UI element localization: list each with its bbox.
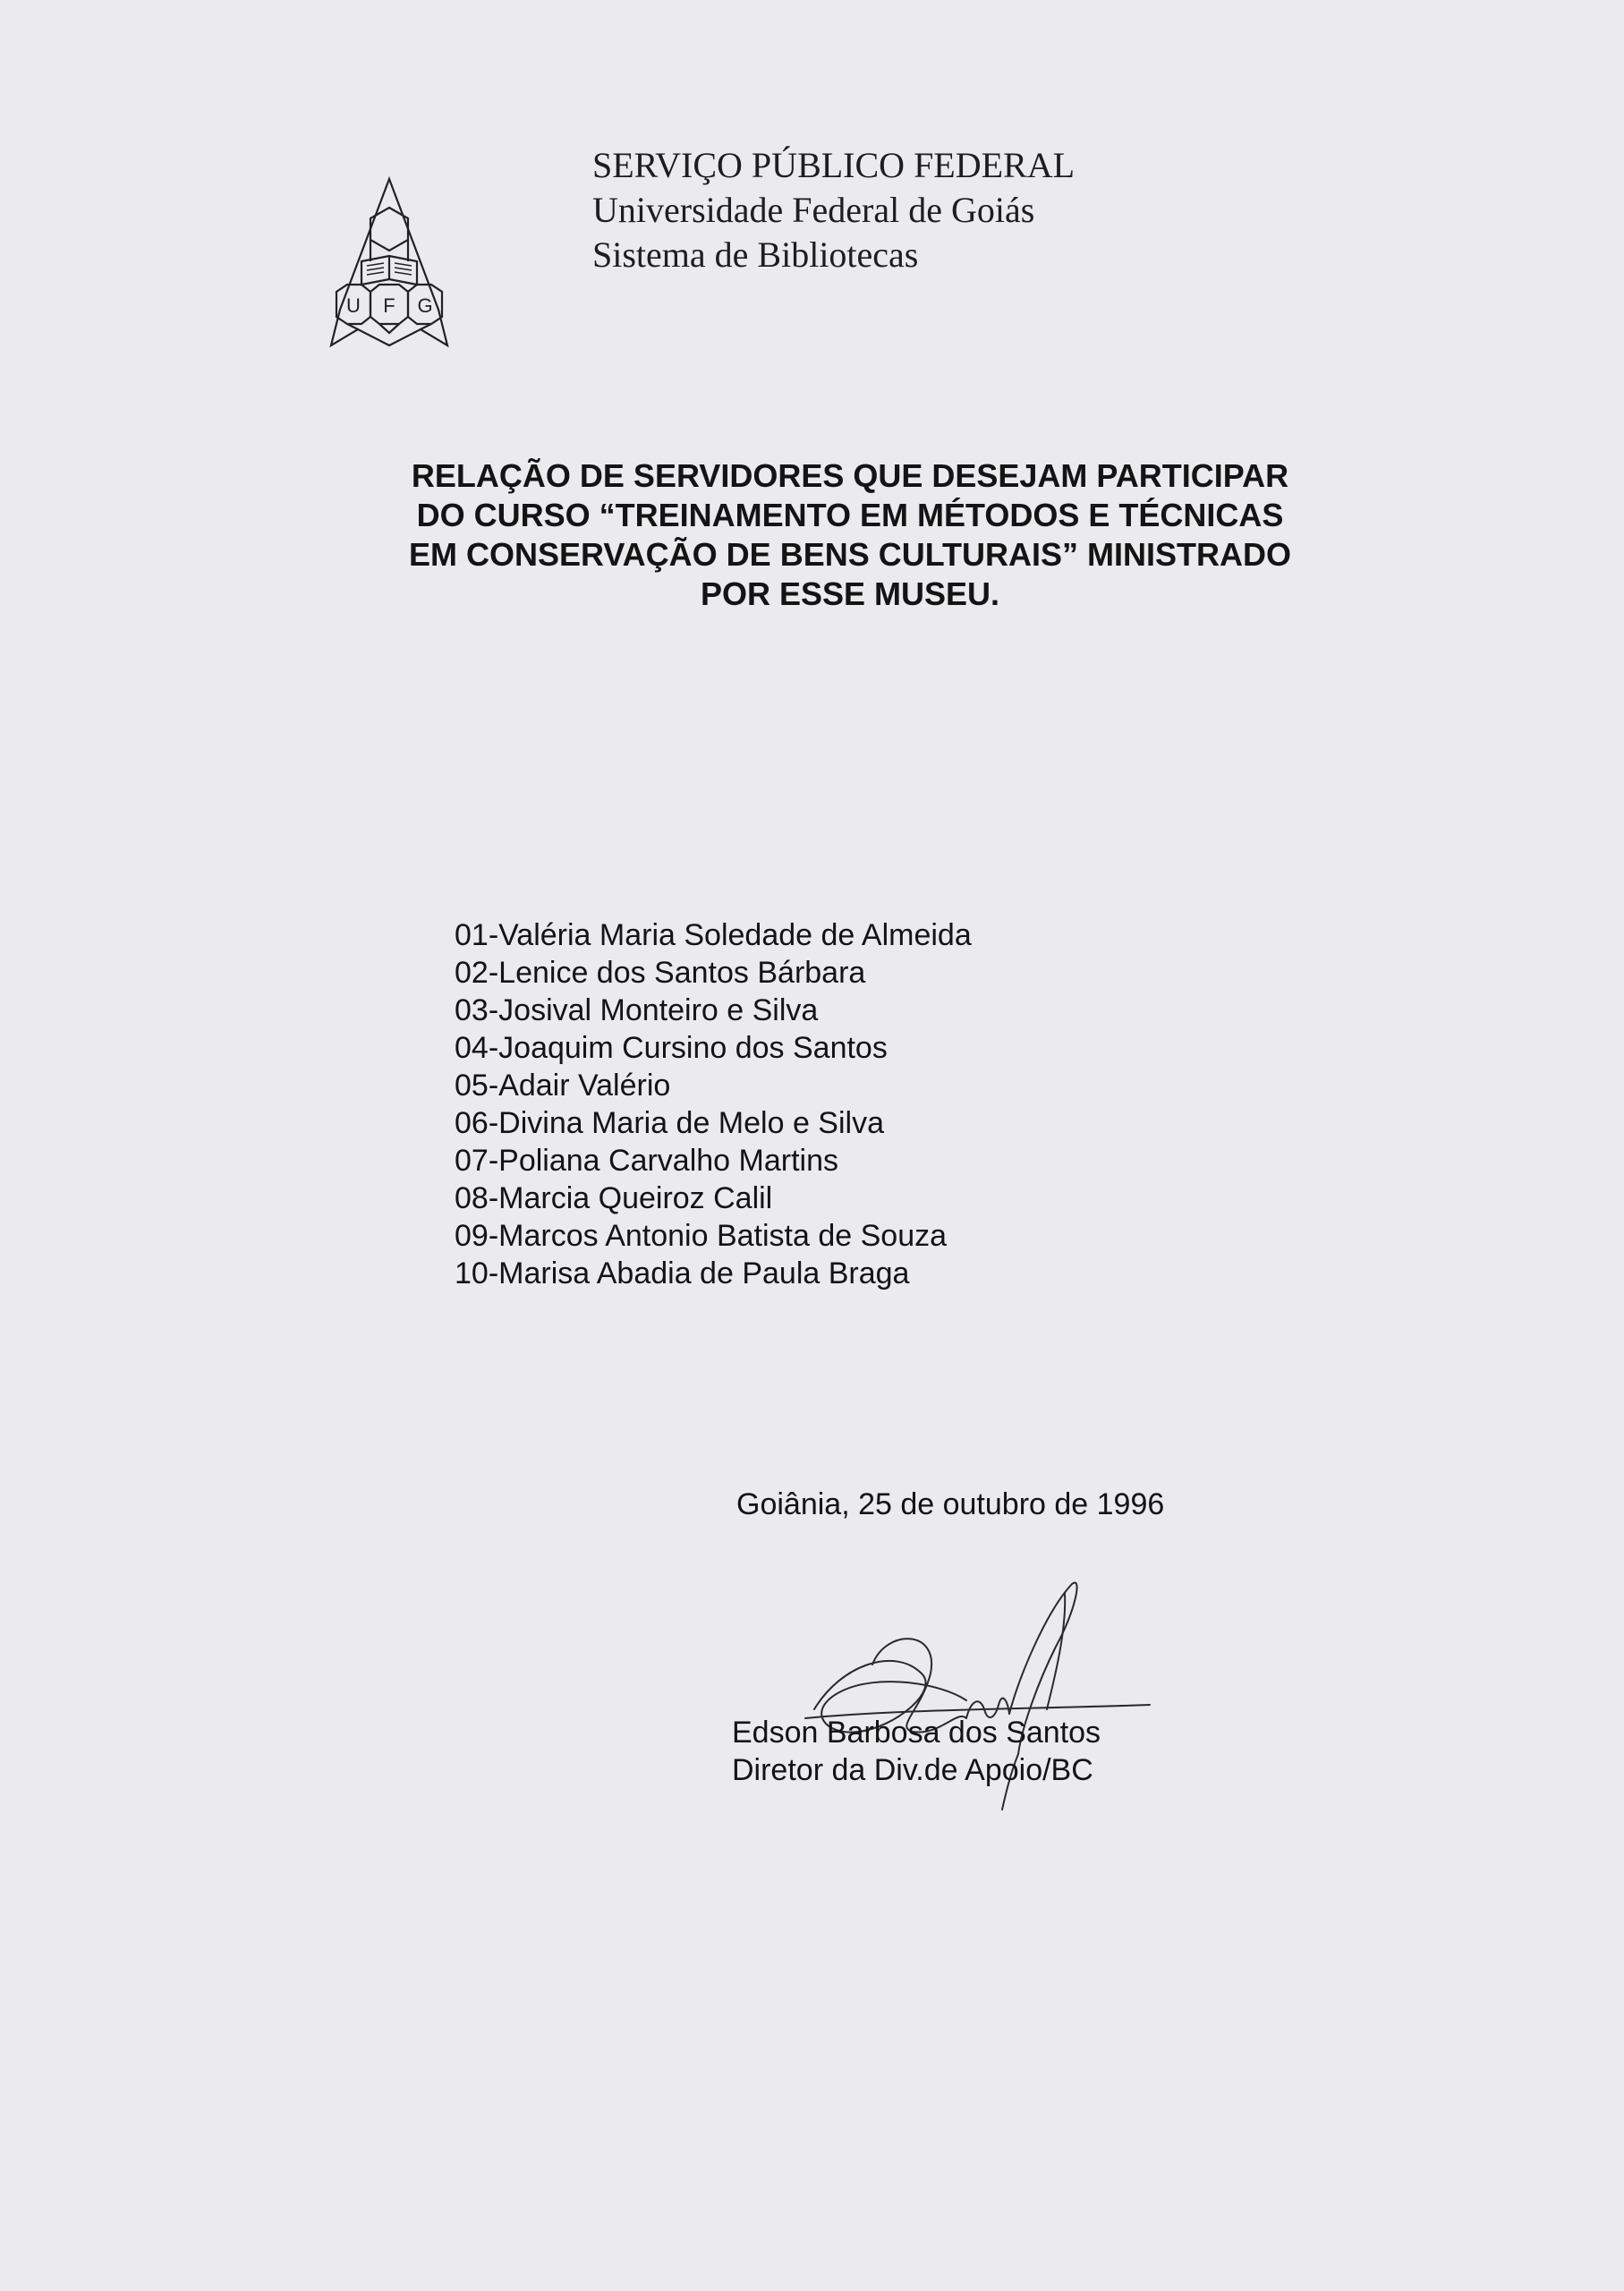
list-item-number: 08 [455, 1181, 489, 1215]
signature-block [732, 1714, 1101, 1789]
list-item-name: Lenice dos Santos Bárbara [498, 956, 866, 990]
server-list [455, 916, 972, 1292]
list-item-number: 06 [455, 1106, 489, 1140]
list-item [455, 1217, 972, 1255]
list-item-name: Marcia Queiroz Calil [498, 1181, 773, 1215]
list-item [455, 1067, 972, 1104]
list-item [455, 954, 972, 992]
title-line: DO CURSO “TREINAMENTO EM MÉTODOS E TÉCNICAS [416, 497, 1284, 533]
list-item [455, 1104, 972, 1142]
list-item-separator: - [488, 1069, 499, 1103]
list-item-separator: - [488, 993, 499, 1027]
list-item-number: 05 [455, 1069, 489, 1103]
list-item [455, 916, 972, 954]
list-item-separator: - [488, 1106, 499, 1140]
list-item [455, 1255, 972, 1292]
list-item-number: 10 [455, 1256, 489, 1290]
list-item-name: Divina Maria de Melo e Silva [498, 1106, 884, 1140]
letterhead [592, 143, 1075, 277]
list-item-name: Poliana Carvalho Martins [498, 1144, 838, 1178]
logo-letter-u: U [346, 294, 361, 317]
list-item-separator: - [488, 918, 499, 952]
list-item-number: 02 [455, 956, 489, 990]
list-item-name: Adair Valério [498, 1069, 671, 1103]
list-item-name: Josival Monteiro e Silva [498, 993, 819, 1027]
letterhead-line-system: Sistema de Bibliotecas [592, 234, 919, 275]
list-item-separator: - [488, 1031, 499, 1065]
list-item [455, 1029, 972, 1067]
list-item-name: Valéria Maria Soledade de Almeida [498, 918, 972, 952]
list-item-separator: - [488, 1219, 499, 1253]
list-item-separator: - [488, 1181, 499, 1215]
list-item-number: 01 [455, 918, 489, 952]
list-item-number: 07 [455, 1144, 489, 1178]
list-item-number: 04 [455, 1031, 489, 1065]
list-item-number: 09 [455, 1219, 489, 1253]
list-item-separator: - [488, 956, 499, 990]
list-item-name: Marisa Abadia de Paula Braga [498, 1256, 910, 1290]
letterhead-line-university: Universidade Federal de Goiás [592, 190, 1035, 230]
title-line: RELAÇÃO DE SERVIDORES QUE DESEJAM PARTICIPAR [411, 457, 1289, 494]
signer-role: Diretor da Div.de Apoio/BC [732, 1753, 1093, 1787]
logo-letter-f: F [383, 294, 395, 317]
logo-letter-g: G [417, 294, 433, 317]
list-item-separator: - [488, 1144, 499, 1178]
list-item [455, 992, 972, 1029]
title-line: EM CONSERVAÇÃO DE BENS CULTURAIS” MINISTRADO [408, 536, 1292, 573]
list-item-name: Joaquim Cursino dos Santos [498, 1031, 888, 1065]
list-item-name: Marcos Antonio Batista de Souza [498, 1219, 948, 1253]
signer-name: Edson Barbosa dos Santos [732, 1716, 1101, 1750]
ufg-logo-icon [329, 175, 449, 347]
letterhead-line-service: SERVIÇO PÚBLICO FEDERAL [592, 145, 1076, 185]
list-item [455, 1142, 972, 1180]
title-line: POR ESSE MUSEU. [700, 575, 1000, 612]
list-item-separator: - [488, 1256, 499, 1290]
date-line: Goiânia, 25 de outubro de 1996 [736, 1487, 1165, 1521]
list-item [455, 1180, 972, 1217]
list-item-number: 03 [455, 993, 489, 1027]
document-title [358, 456, 1342, 614]
